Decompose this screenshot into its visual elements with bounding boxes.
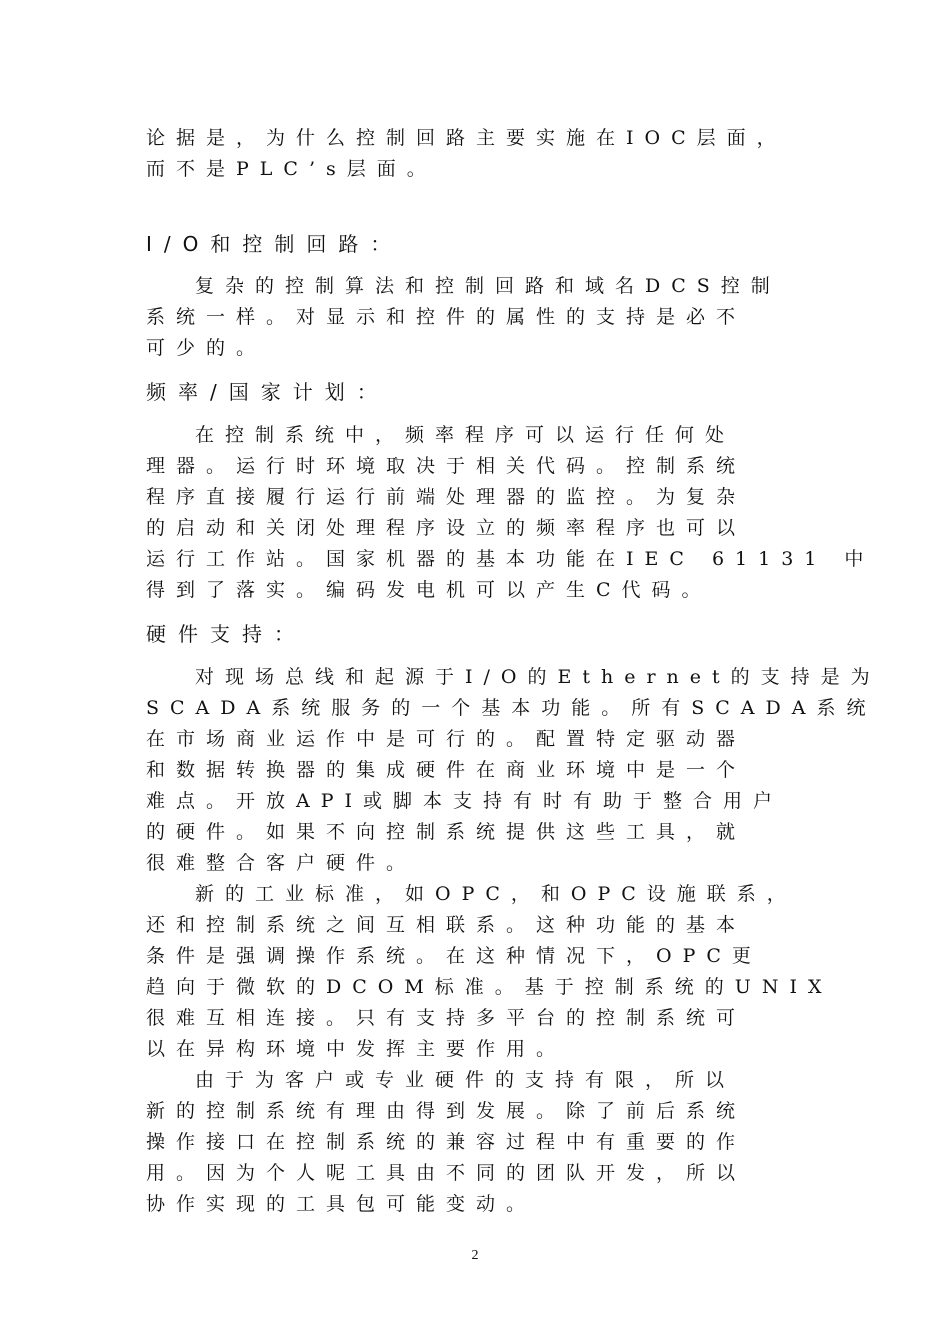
body-text-line: 条件是强调操作系统。在这种情况下，OPC更 bbox=[146, 945, 762, 967]
body-text-line: 协作实现的工具包可能变动。 bbox=[146, 1193, 537, 1215]
body-text-line: 系统一样。对显示和控件的属性的支持是必不 bbox=[146, 306, 747, 328]
body-text-line: 在控制系统中，频率程序可以运行任何处 bbox=[195, 424, 736, 446]
section-heading-io: I/O和控制回路： bbox=[146, 232, 403, 256]
body-text-line: 很难互相连接。只有支持多平台的控制系统可 bbox=[146, 1007, 747, 1029]
body-text-line: 新的控制系统有理由得到发展。除了前后系统 bbox=[146, 1100, 747, 1122]
body-text-line: 和数据转换器的集成硬件在商业环境中是一个 bbox=[146, 759, 747, 781]
body-text-line: 可少的。 bbox=[146, 337, 267, 359]
body-text-line: 得到了落实。编码发电机可以产生C代码。 bbox=[146, 579, 712, 601]
body-text-line: 而不是PLC’s层面。 bbox=[146, 158, 437, 180]
body-text-line: SCADA系统服务的一个基本功能。所有SCADA系统 bbox=[146, 697, 877, 719]
body-text-line: 运行工作站。国家机器的基本功能在IEC 61131 中 bbox=[146, 548, 875, 570]
page-number: 2 bbox=[471, 1248, 479, 1263]
body-text-line: 理器。运行时环境取决于相关代码。控制系统 bbox=[146, 455, 747, 477]
body-text-line: 的启动和关闭处理程序设立的频率程序也可以 bbox=[146, 517, 747, 539]
body-text-line: 以在异构环境中发挥主要作用。 bbox=[146, 1038, 567, 1060]
body-text-line: 复杂的控制算法和控制回路和域名DCS控制 bbox=[195, 275, 781, 297]
section-heading-frequency: 频率/国家计划： bbox=[146, 380, 389, 404]
body-text-line: 程序直接履行运行前端处理器的监控。为复杂 bbox=[146, 486, 747, 508]
section-heading-hardware: 硬件支持： bbox=[146, 622, 306, 646]
body-text-line: 难点。开放API或脚本支持有时有助于整合用户 bbox=[146, 790, 784, 812]
body-text-line: 在市场商业运作中是可行的。配置特定驱动器 bbox=[146, 728, 747, 750]
body-text-line: 很难整合客户硬件。 bbox=[146, 852, 417, 874]
body-text-line: 新的工业标准，如OPC，和OPC设施联系， bbox=[195, 883, 797, 905]
body-text-line: 操作接口在控制系统的兼容过程中有重要的作 bbox=[146, 1131, 747, 1153]
body-text-line: 趋向于微软的DCOM标准。基于控制系统的UNIX bbox=[146, 976, 833, 998]
body-text-line: 用。因为个人呢工具由不同的团队开发，所以 bbox=[146, 1162, 747, 1184]
body-text-line: 由于为客户或专业硬件的支持有限，所以 bbox=[195, 1069, 736, 1091]
body-text-line: 论据是，为什么控制回路主要实施在IOC层面， bbox=[146, 127, 787, 149]
body-text-line: 对现场总线和起源于I/O的Ethernet的支持是为 bbox=[195, 666, 881, 688]
body-text-line: 的硬件。如果不向控制系统提供这些工具，就 bbox=[146, 821, 747, 843]
body-text-line: 还和控制系统之间互相联系。这种功能的基本 bbox=[146, 914, 747, 936]
